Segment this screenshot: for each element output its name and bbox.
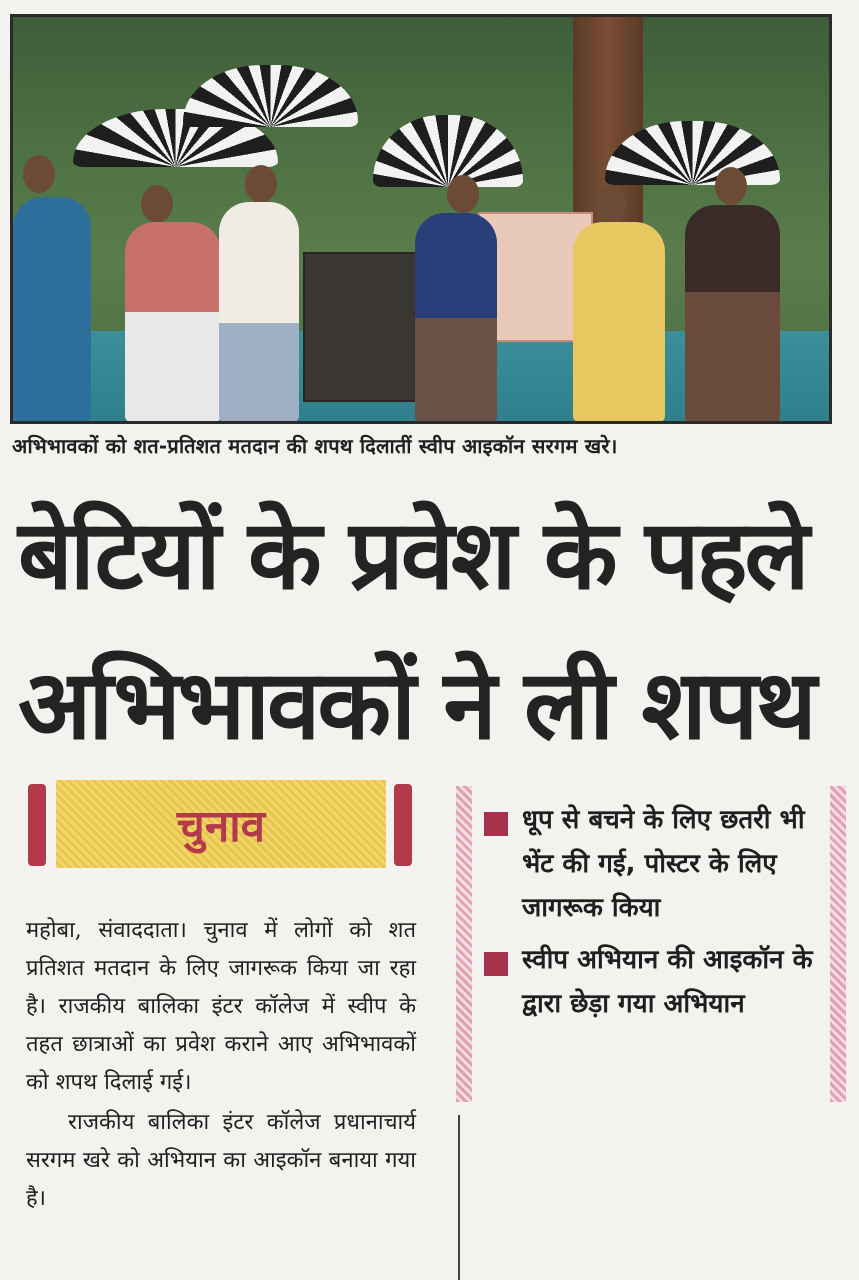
headline-line-2: अभिभावकों ने ली शपथ [18, 649, 814, 761]
category-label: चुनाव [56, 780, 386, 868]
highlight-item [484, 798, 824, 930]
article-paragraph: महोबा, संवाददाता। चुनाव में लोगों को शत प्रतिशत मतदान के लिए जागरूक किया जा रहा है। राजकीय बालिका इंटर कॉलेज में स्वीप के तहत छात्राओं का प्रवेश कराने आए अभिभावकों को शपथ दिलाई गई। [26, 918, 416, 1095]
highlight-item [484, 938, 824, 1026]
news-photo [10, 14, 832, 424]
person-figure [685, 205, 780, 423]
category-right-bar [394, 784, 412, 866]
person-head [595, 185, 627, 223]
person-figure [125, 222, 221, 422]
highlight-text: धूप से बचने के लिए छतरी भी भेंट की गई, पोस्टर के लिए जागरूक किया [522, 805, 805, 923]
umbrella-icon [373, 115, 523, 187]
person-figure [415, 213, 497, 423]
person-head [23, 155, 55, 193]
highlights-left-border [456, 786, 472, 1102]
square-bullet-icon [484, 952, 508, 976]
person-head [141, 185, 173, 223]
highlights-right-border [830, 786, 846, 1102]
person-head [245, 165, 277, 203]
person-head [715, 167, 747, 205]
person-figure [573, 222, 665, 422]
category-tag [28, 780, 412, 868]
headline-line-1: बेटियों के प्रवेश के पहले [18, 499, 807, 611]
person-figure [13, 197, 91, 422]
headline [18, 480, 848, 780]
highlights-list [484, 798, 824, 1034]
square-bullet-icon [484, 812, 508, 836]
article-paragraph: राजकीय बालिका इंटर कॉलेज प्रधानाचार्य सरगम खरे को अभियान का आइकॉन बनाया गया है। [26, 1110, 416, 1211]
person-head [447, 175, 479, 213]
highlights-box [456, 786, 846, 1102]
umbrella-icon [183, 65, 358, 127]
photo-caption: अभिभावकों को शत-प्रतिशत मतदान की शपथ दिलातीं स्वीप आइकॉन सरगम खरे। [12, 434, 618, 458]
category-left-bar [28, 784, 46, 866]
person-figure [219, 202, 299, 422]
column-divider [458, 1115, 460, 1280]
article-body [26, 912, 416, 1218]
highlight-text: स्वीप अभियान की आइकॉन के द्वारा छेड़ा गया अभियान [522, 945, 813, 1019]
